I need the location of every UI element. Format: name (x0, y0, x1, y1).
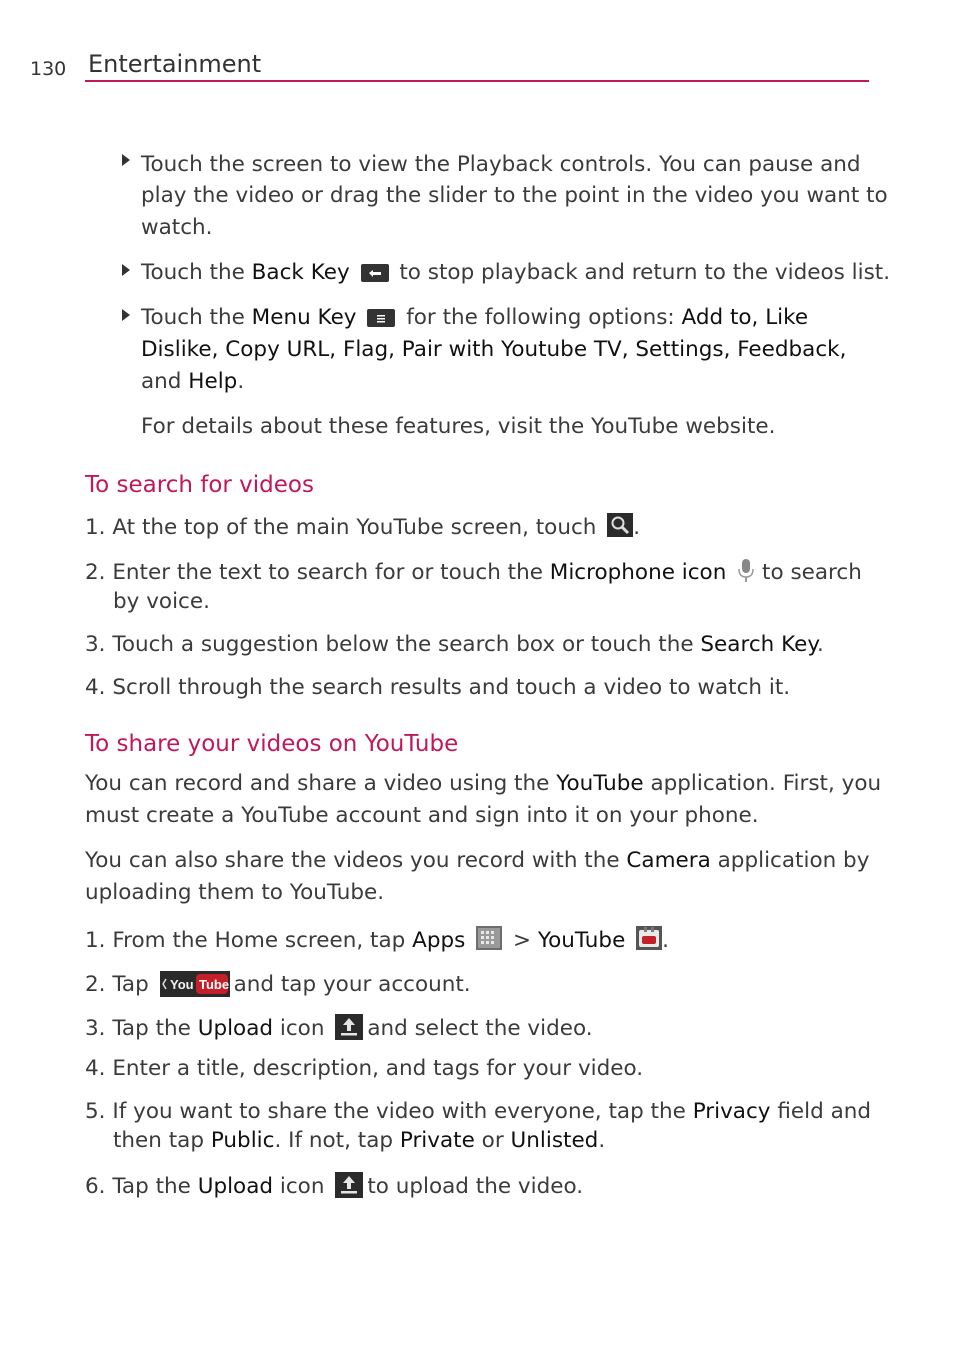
svg-text:Tube: Tube (198, 977, 229, 992)
share-step-5-line-1: 5. If you want to share the video with everyone, tap the Privacy field and (85, 1099, 872, 1124)
share-step-3: 3. Tap the Upload icon and select the video. (85, 1016, 593, 1041)
bullet-2: Touch the Back Key to stop playback and return to the videos list. (141, 260, 891, 285)
heading-search-videos: To search for videos (85, 472, 314, 498)
youtube-app-icon (636, 926, 662, 950)
share-step-1: 1. From the Home screen, tap Apps > YouTube . (85, 928, 669, 953)
back-key-icon (361, 264, 389, 282)
share-step-2: 2. Tap You Tube and tap your account. (85, 972, 471, 997)
header-rule (85, 80, 869, 82)
back-key-label: Back Key (251, 260, 350, 285)
bullet-arrow (122, 264, 130, 276)
youtube-logo-button (160, 971, 230, 997)
svg-text:You: You (169, 977, 194, 992)
apps-icon (476, 926, 502, 950)
upload-icon (335, 1014, 363, 1040)
search-step-1: 1. At the top of the main YouTube screen, touch . (85, 515, 641, 540)
menu-key-label: Menu Key (251, 305, 357, 330)
bullet-arrow (122, 154, 130, 166)
search-step-2-line-2: by voice. (113, 589, 210, 614)
share-para-1-line-1: You can record and share a video using the YouTube application. First, you (85, 771, 882, 796)
share-step-4: 4. Enter a title, description, and tags for your video. (85, 1056, 644, 1081)
bullet-3-line-3: and Help. (141, 369, 245, 394)
bullet-arrow (122, 309, 130, 321)
upload-icon (335, 1172, 363, 1198)
bullet-1-line-2: play the video or drag the slider to the point in the video you want to (141, 183, 888, 208)
share-para-2-line-2: uploading them to YouTube. (85, 880, 385, 905)
share-para-2-line-1: You can also share the videos you record with the Camera application by (85, 848, 870, 873)
page-number: 130 (30, 58, 67, 80)
share-para-1-line-2: must create a YouTube account and sign into it on your phone. (85, 803, 759, 828)
share-step-6: 6. Tap the Upload icon to upload the video. (85, 1174, 584, 1199)
details-note: For details about these features, visit the YouTube website. (141, 414, 776, 439)
menu-key-icon (367, 309, 395, 327)
microphone-icon (737, 558, 755, 584)
search-step-2-line-1: 2. Enter the text to search for or touch the Microphone icon to search (85, 560, 862, 585)
heading-share-videos: To share your videos on YouTube (85, 731, 459, 757)
bullet-3-line-2: Dislike, Copy URL, Flag, Pair with Youtube TV, Settings, Feedback, (141, 337, 847, 362)
search-icon (607, 513, 633, 537)
search-step-4: 4. Scroll through the search results and touch a video to watch it. (85, 675, 791, 700)
bullet-1-line-1: Touch the screen to view the Playback controls. You can pause and (141, 152, 861, 177)
section-title: Entertainment (88, 50, 262, 78)
share-step-5-line-2: then tap Public. If not, tap Private or Unlisted. (113, 1128, 606, 1153)
search-step-3: 3. Touch a suggestion below the search box or touch the Search Key. (85, 632, 824, 657)
bullet-1-line-3: watch. (141, 215, 213, 240)
bullet-3-line-1: Touch the Menu Key for the following options: Add to, Like (141, 305, 809, 330)
